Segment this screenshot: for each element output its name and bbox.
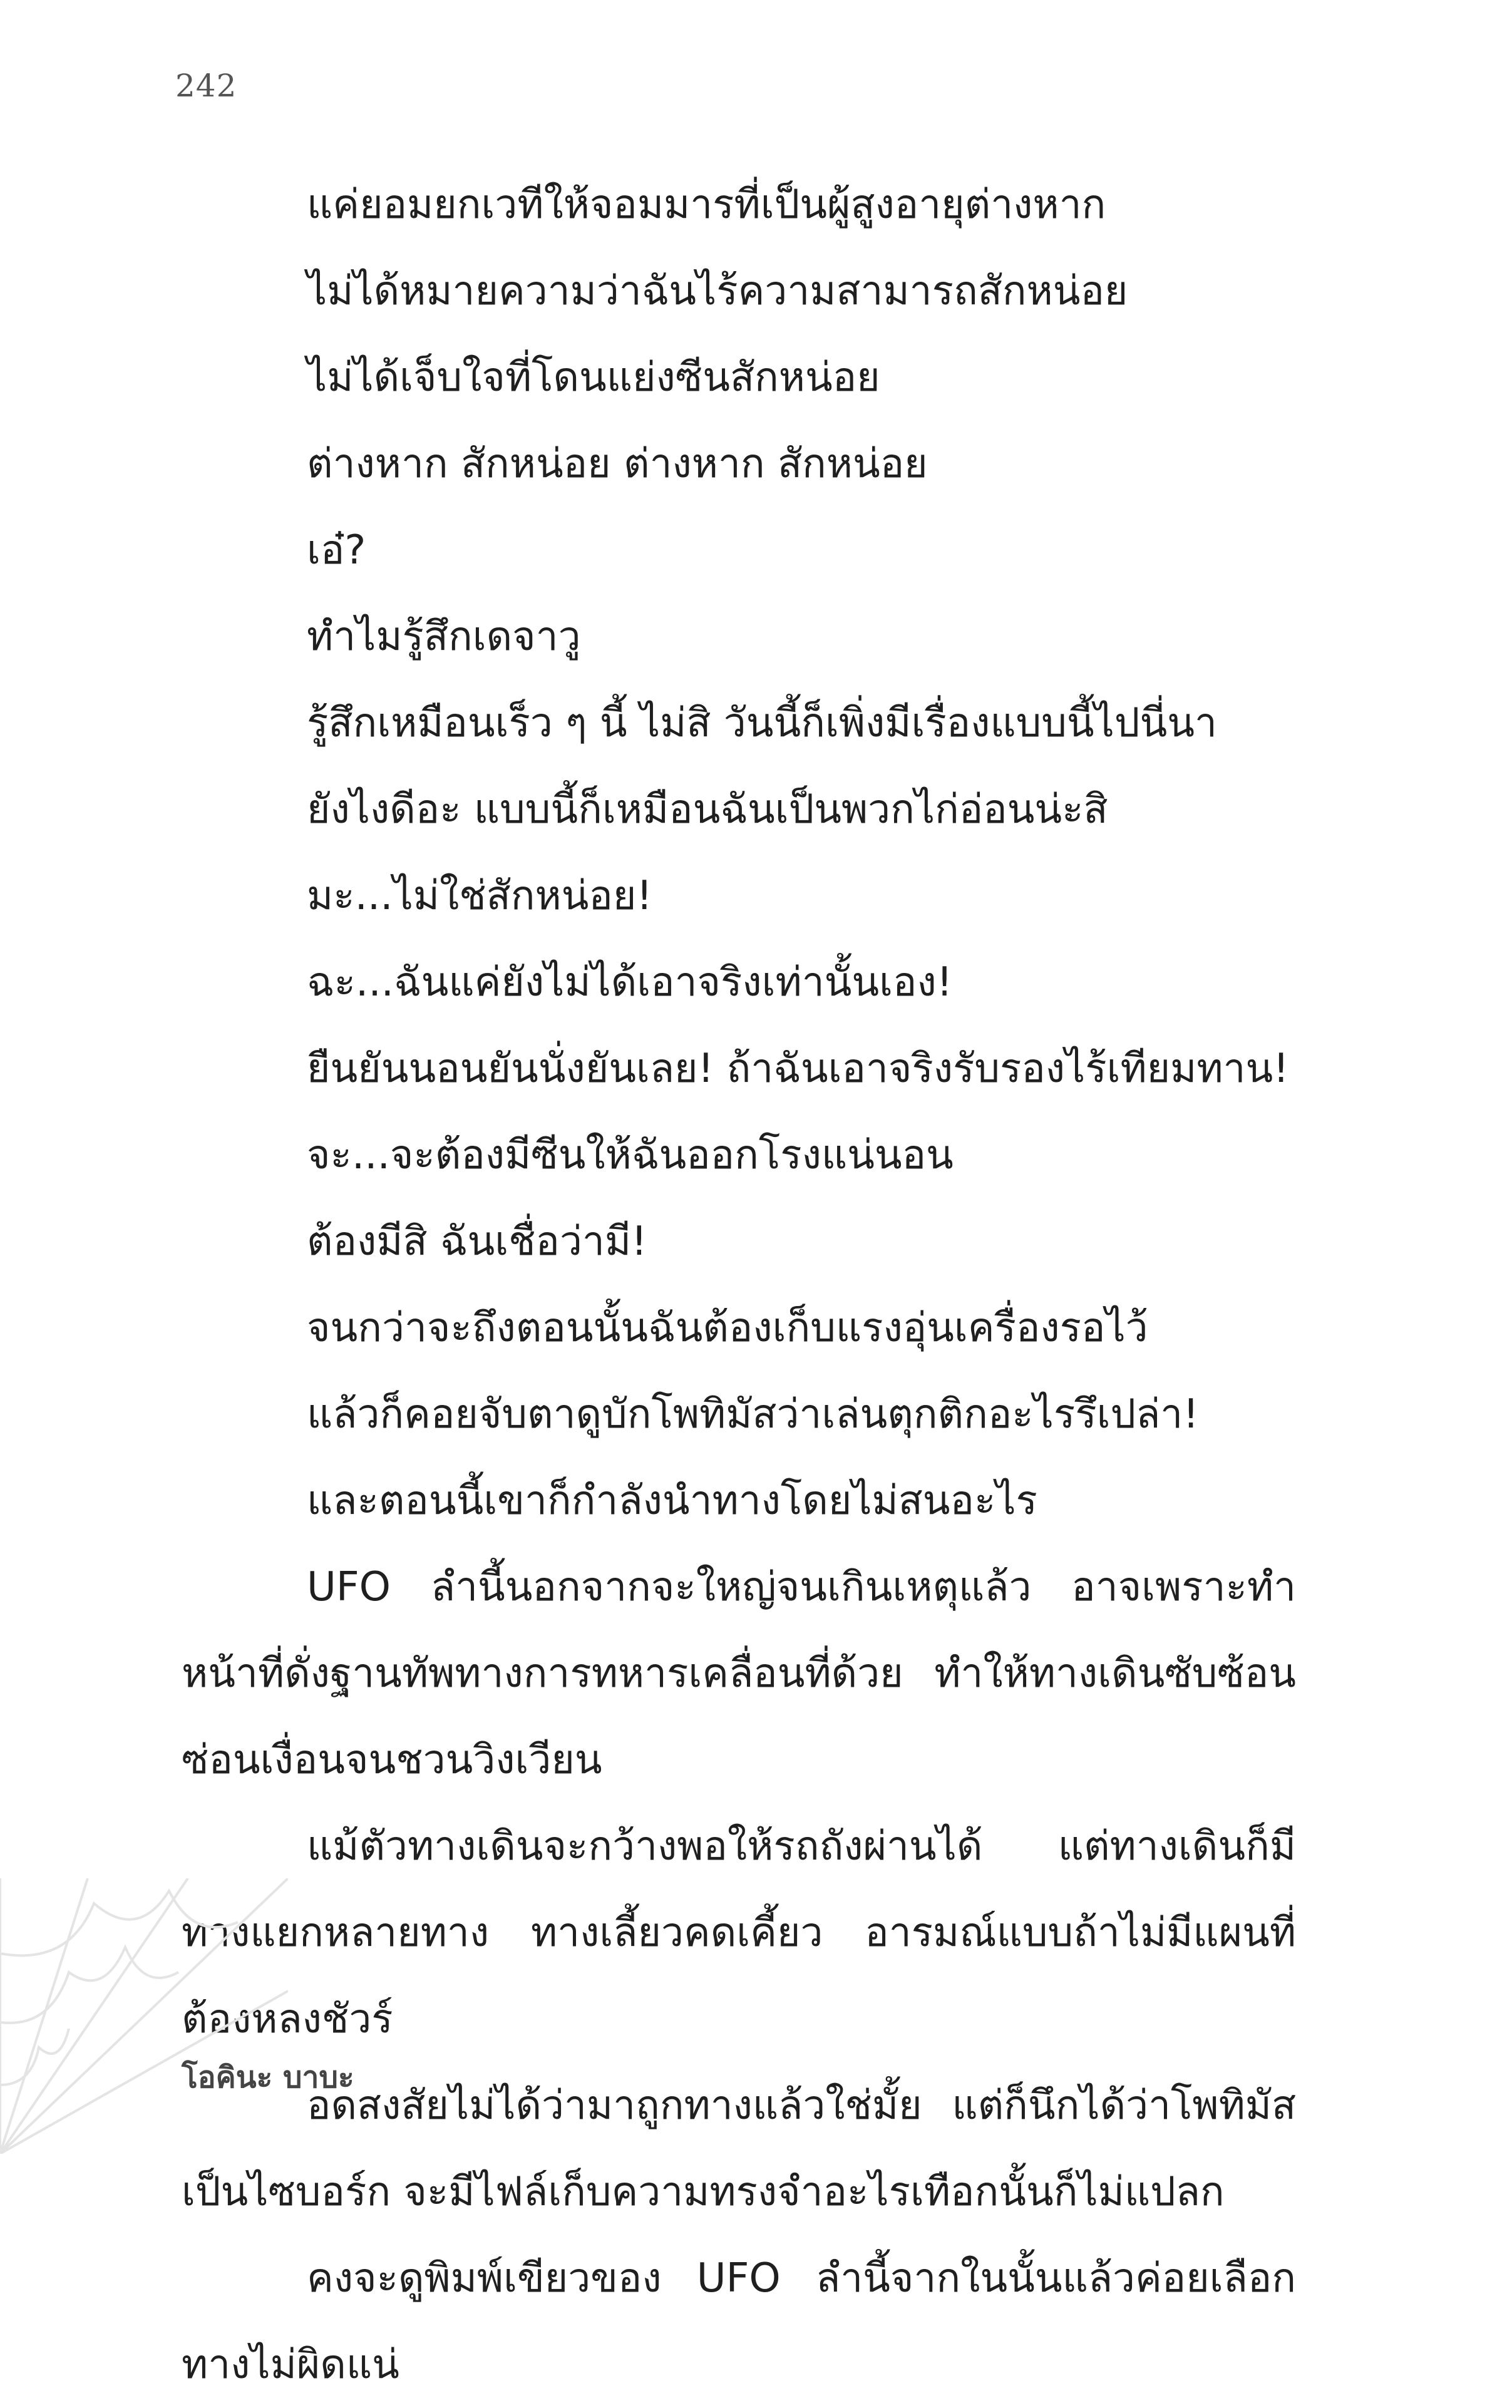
paragraph-4: คงจะดูพิมพ์เขียวของ UFO ลำนี้จากในนั้นแล้วค่อยเลือกทางไม่ผิดแน่ <box>182 2255 1296 2388</box>
paragraph-3: อดสงสัยไม่ได้ว่ามาถูกทางแล้วใช่มั้ย แต่ก็นึกได้ว่าโพทิมัสเป็นไซบอร์ก จะมีไฟล์เก็บความทรงจำอะไรเทือกนั้นก็ไม่แปลก <box>182 2082 1296 2215</box>
page-number: 242 <box>175 68 237 104</box>
text-line-3: ไม่ได้เจ็บใจที่โดนแย่งซีนสักหน่อย <box>307 354 880 401</box>
spiderweb-decoration <box>0 1878 288 2154</box>
text-line-4: ต่างหาก สักหน่อย ต่างหาก สักหน่อย <box>307 441 928 487</box>
text-line-8: ยังไงดีอะ แบบนี้ก็เหมือนฉันเป็นพวกไก่อ่อนน่ะสิ <box>307 786 1108 833</box>
text-line-1: แค่ยอมยกเวทีให้จอมมารที่เป็นผู้สูงอายุต่างหาก <box>307 182 1106 228</box>
text-line-11: ยืนยันนอนยันนั่งยันเลย! ถ้าฉันเอาจริงรับรองไร้เทียมทาน! <box>307 1046 1289 1092</box>
text-line-7: รู้สึกเหมือนเร็ว ๆ นี้ ไม่สิ วันนี้ก็เพิ่งมีเรื่องแบบนี้ไปนี่นา <box>307 700 1217 746</box>
text-line-14: จนกว่าจะถึงตอนนั้นฉันต้องเก็บแรงอุ่นเครื่องรอไว้ <box>307 1305 1148 1351</box>
text-line-2: ไม่ได้หมายความว่าฉันไร้ความสามารถสักหน่อย <box>307 268 1128 314</box>
text-line-9: มะ...ไม่ใช่สักหน่อย! <box>307 873 652 919</box>
text-line-13: ต้องมีสิ ฉันเชื่อว่ามี! <box>307 1218 647 1265</box>
text-line-5: เอ๋? <box>307 527 366 574</box>
text-line-6: ทำไมรู้สึกเดจาวู <box>307 614 581 660</box>
text-line-10: ฉะ...ฉันแค่ยังไม่ได้เอาจริงเท่านั้นเอง! <box>307 959 953 1006</box>
footer-author: โอคินะ บาบะ <box>182 2060 354 2095</box>
text-line-15: แล้วก็คอยจับตาดูบักโพทิมัสว่าเล่นตุกติกอะไรรึเปล่า! <box>307 1391 1199 1438</box>
paragraph-1: UFO ลำนี้นอกจากจะใหญ่จนเกินเหตุแล้ว อาจเพราะทำหน้าที่ดั่งฐานทัพทางการทหารเคลื่อนที่ด้วย ทำให้ทางเดินซับซ้อนซ่อนเงื่อนจนชวนวิงเวียน <box>182 1564 1296 1783</box>
text-line-16: และตอนนี้เขาก็กำลังนำทางโดยไม่สนอะไร <box>307 1478 1037 1524</box>
text-line-12: จะ...จะต้องมีซีนให้ฉันออกโรงแน่นอน <box>307 1132 954 1178</box>
paragraph-2: แม้ตัวทางเดินจะกว้างพอให้รถถังผ่านได้ แต่ทางเดินก็มีทางแยกหลายทาง ทางเลี้ยวคดเคี้ยว อารมณ์แบบถ้าไม่มีแผนที่ต้องหลงชัวร์ <box>182 1823 1296 2042</box>
